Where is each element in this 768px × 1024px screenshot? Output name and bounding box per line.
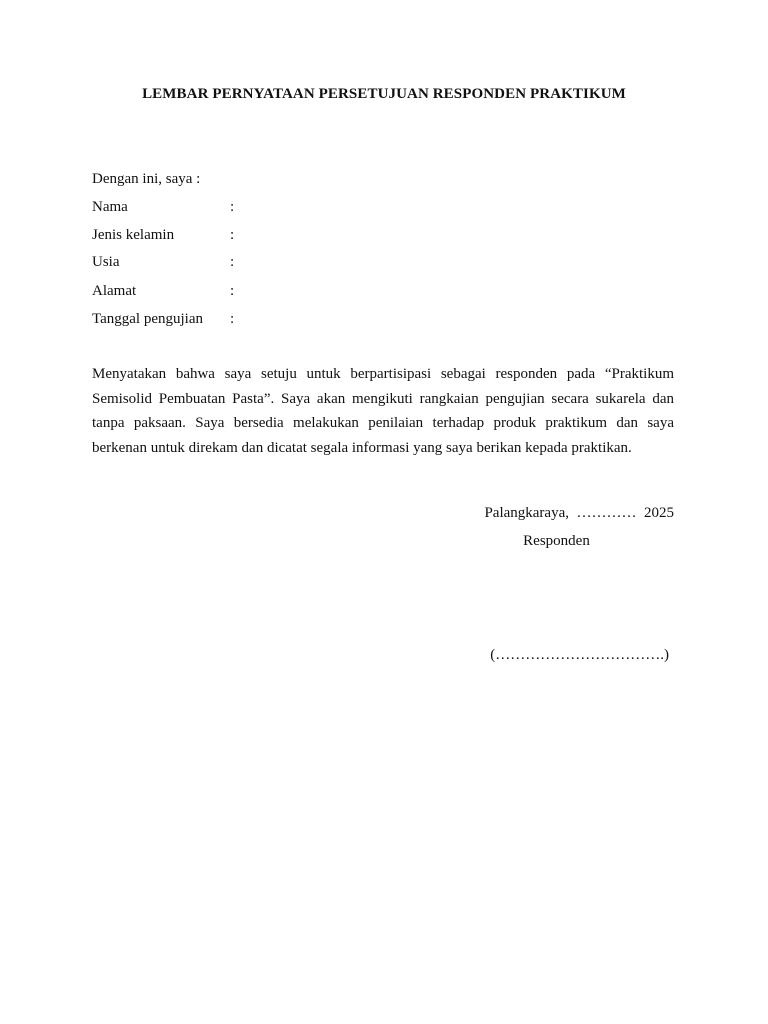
consent-statement: Menyatakan bahwa saya setuju untuk berpartisipasi sebagai responden pada “Praktikum Semisolid Pembuatan Pasta”. Saya akan mengikuti rangkaian pengujian secara sukarela dan tanpa paksaan. Saya bersedia melakukan penilaian terhadap produk praktikum dan saya berkenan untuk direkam dan dicatat segala informasi yang saya berikan kepada praktikan. [92, 366, 674, 457]
document-title: LEMBAR PERNYATAAN PERSETUJUAN RESPONDEN PRAKTIKUM [142, 86, 626, 102]
respondent-label: Responden [523, 533, 590, 549]
signature-line: (…………………………….) [490, 647, 669, 663]
field-colon: : [230, 311, 235, 327]
field-row-address [92, 283, 392, 303]
field-colon: : [230, 227, 235, 243]
field-colon: : [230, 283, 235, 299]
field-colon: : [230, 199, 235, 215]
field-label-age: Usia [92, 254, 120, 270]
field-label-address: Alamat [92, 283, 137, 299]
field-colon: : [230, 254, 235, 270]
field-row-test-date [92, 311, 392, 331]
field-label-gender: Jenis kelamin [92, 227, 175, 243]
intro-text: Dengan ini, saya : [92, 171, 201, 187]
field-row-name [92, 199, 392, 219]
field-row-age [92, 254, 392, 274]
field-row-gender [92, 227, 392, 247]
field-label-name: Nama [92, 199, 128, 215]
place-date-line: Palangkaraya, ………… 2025 [484, 505, 674, 521]
field-label-test-date: Tanggal pengujian [92, 311, 203, 327]
